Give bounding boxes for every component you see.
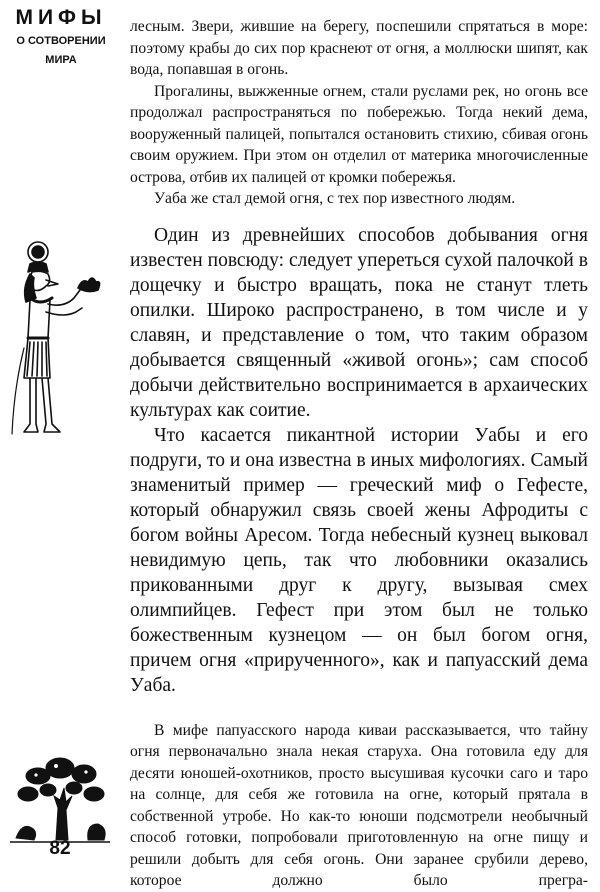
paragraph: Что касается пикантной истории Уабы и его подруги, то и она известна в иных мифологиях. Самый знаменитый пример — греческий миф о Гефесте, который обнаружил связь своей жены Афродиты с богом войны Аресом. Тогда небесный кузнец выковал невидимую цепь, так что любовники оказались прикованными друг к другу, вызывая смех олимпийцев. Гефест при этом был не только божественным кузнецом — он был богом огня, причем огня «прирученного», как и папуасский дема Уаба. — [130, 424, 588, 696]
commentary-text — [130, 223, 588, 698]
margin-column — [0, 0, 122, 872]
running-head-line-2: О СОТВОРЕНИИ — [16, 35, 106, 47]
egyptian-deity-figure — [8, 238, 120, 438]
paragraph: Один из древнейших способов добывания огня известен повсюду: следует упереться сухой палочкой в дощечку и быстро вращать, пока не станут тлеть опилки. Широко распространено, в том числе и у славян, и представление о том, что таким образом добывается священный «живой огонь»; сам способ добычи действительно воспринимается в архаических культурах как соитие. — [130, 224, 588, 421]
paragraph: Прогалины, выжженные огнем, стали руслами рек, но огонь все продолжал распространяться по побережью. Тогда некий дема, вооруженный палицей, попытался остановить стихию, сбивая огонь своим оружием. При этом он отделил от материка многочисленные острова, отбив их палицей от кромки побережья. — [130, 82, 588, 186]
page-number: 82 — [49, 838, 71, 859]
tree-figure — [8, 748, 112, 844]
myth-text-top — [130, 16, 588, 210]
myth-text-bottom — [130, 720, 588, 892]
running-head — [6, 6, 116, 68]
paragraph: лесным. Звери, жившие на берегу, поспешили спрятаться в море: поэтому крабы до сих пор краснеют от огня, а моллюски шипят, как вода, попавшая в огонь. — [130, 18, 588, 78]
paragraph: В мифе папуасского народа киваи рассказывается, что тайну огня первоначально знала некая старуха. Она готовила еду для десяти юношей-охотников, просто высушивая кусочки саго и таро на солнце, для себя же готовила на огне, который прятала в собственной утробе. Но как-то юноши подсмотрели необычный способ готовки, попробовали приготовленную на огне пищу и решили добыть для себя огонь. Они заранее срубили дерево, которое должно было прегра- — [130, 721, 588, 889]
running-head-line-3: МИРА — [45, 54, 77, 66]
paragraph: Уаба же стал демой огня, с тех пор известного людям. — [154, 190, 516, 207]
text-column — [130, 16, 588, 892]
running-head-title: МИФЫ — [15, 6, 107, 29]
